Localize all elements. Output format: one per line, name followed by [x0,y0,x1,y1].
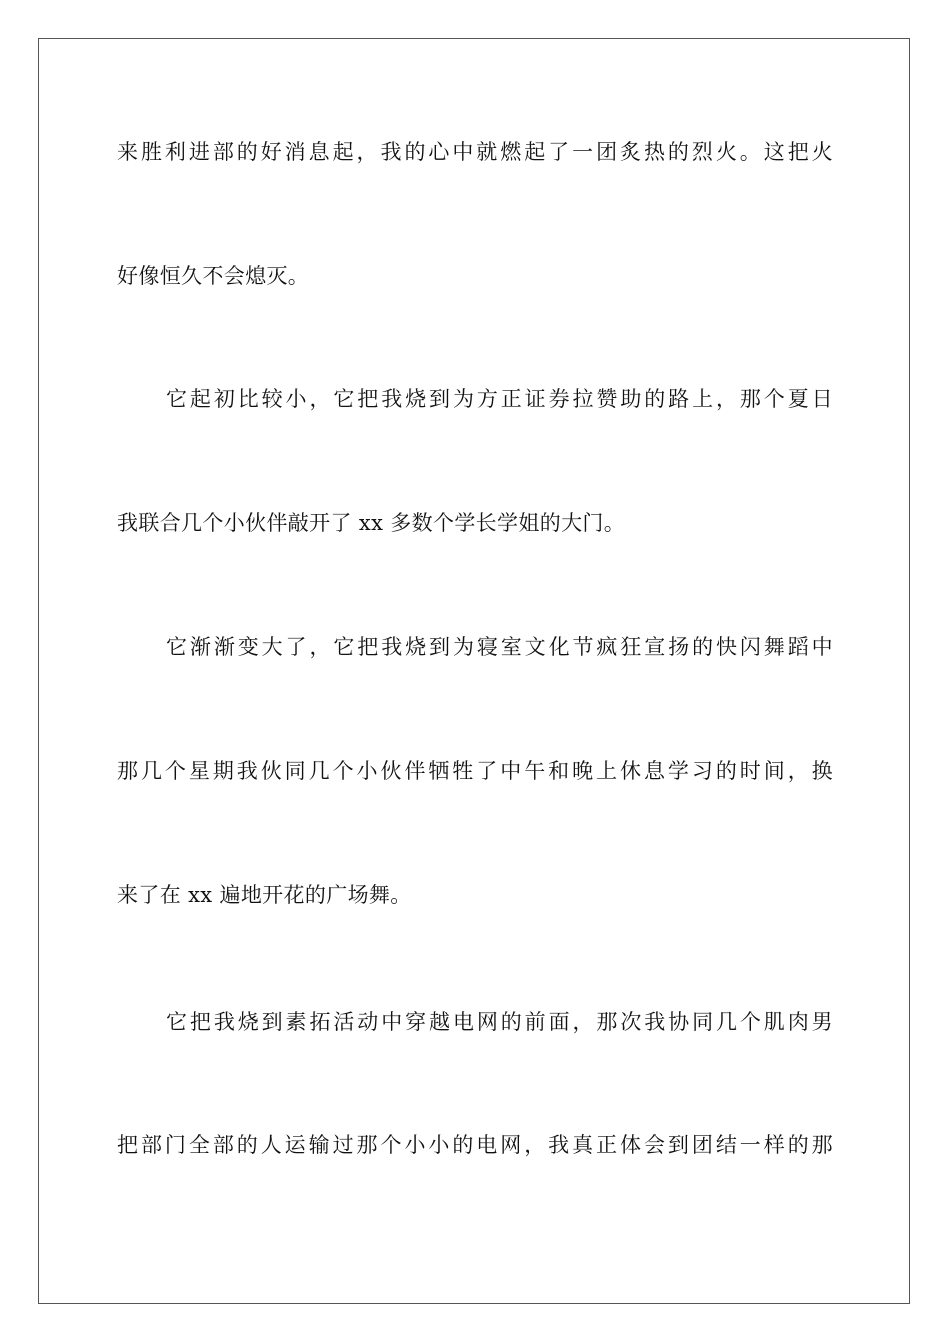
paragraph-line: 来了在 xx 遍地开花的广场舞。 [117,883,412,907]
paragraph-line: 那几个星期我伙同几个小伙伴牺牲了中午和晚上休息学习的时间，换 [117,759,833,783]
paragraph-line: 它起初比较小，它把我烧到为方正证券拉赞助的路上，那个夏日 [166,387,833,411]
page-border [38,38,910,1304]
paragraph-line: 来胜利进部的好消息起，我的心中就燃起了一团炙热的烈火。这把火 [117,140,833,164]
paragraph-line: 它渐渐变大了，它把我烧到为寝室文化节疯狂宣扬的快闪舞蹈中 [166,635,833,659]
paragraph-line: 我联合几个小伙伴敲开了 xx 多数个学长学姐的大门。 [117,511,626,535]
paragraph-line: 它把我烧到素拓活动中穿越电网的前面，那次我协同几个肌肉男 [166,1010,833,1034]
paragraph-line: 好像恒久不会熄灭。 [117,264,310,288]
paragraph-line: 把部门全部的人运输过那个小小的电网，我真正体会到团结一样的那 [117,1133,833,1157]
